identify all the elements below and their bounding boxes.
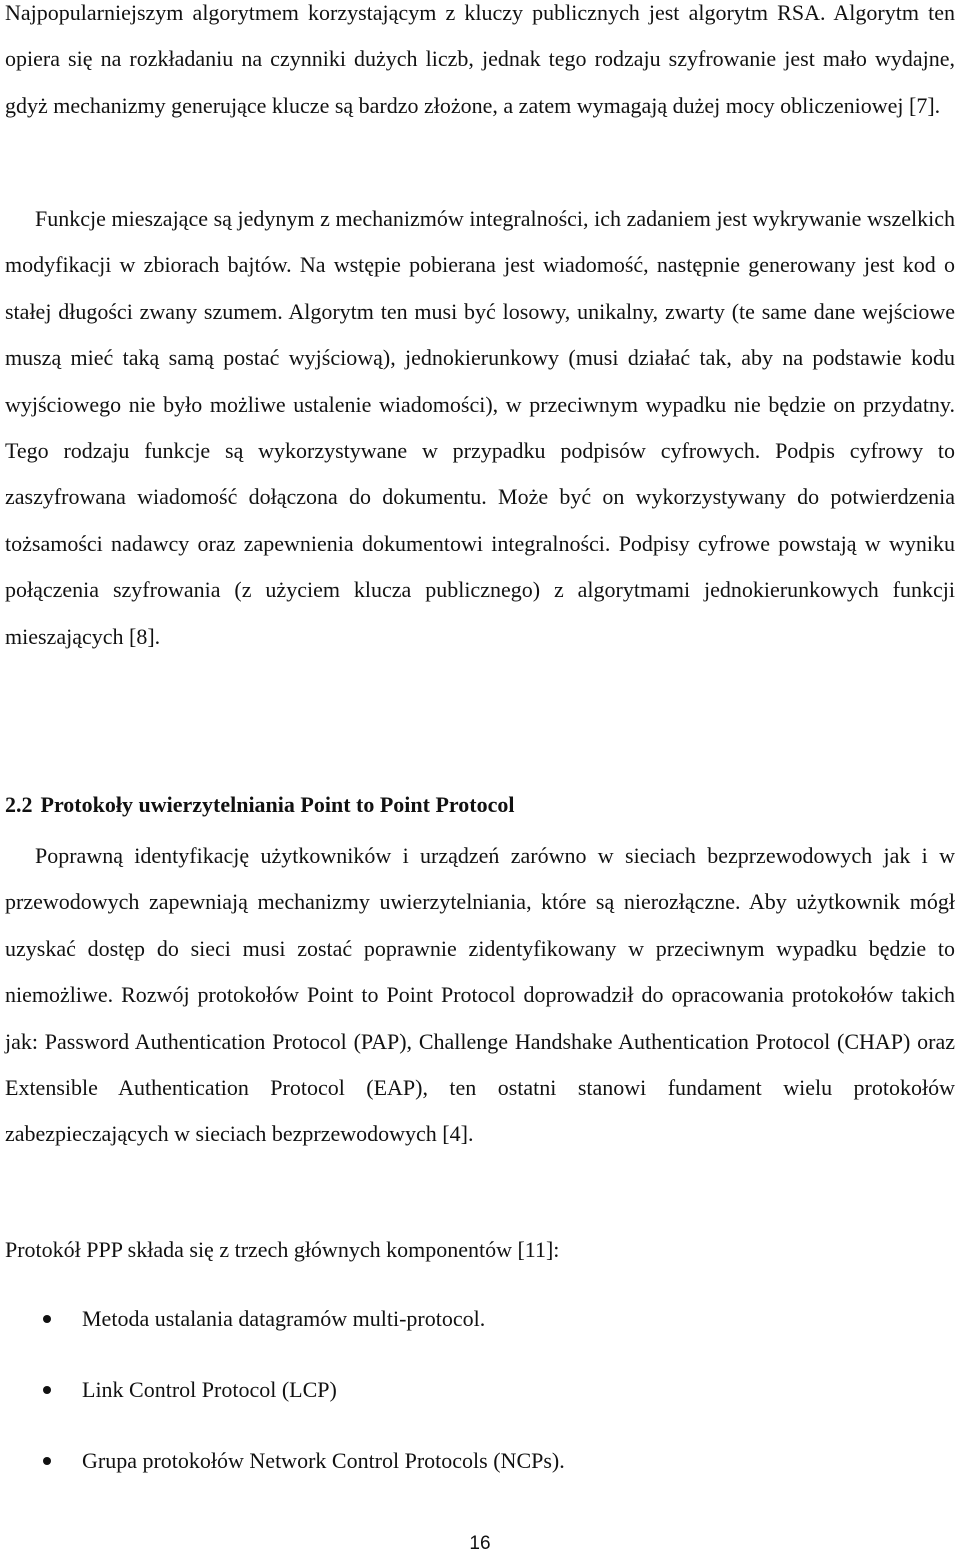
section-heading [5,782,955,828]
list-item [5,1367,955,1438]
list-item-text: Metoda ustalania datagramów multi-protocol. [82,1306,486,1331]
list-item [5,1296,955,1367]
list-item-text: Link Control Protocol (LCP) [82,1377,337,1402]
section-number: 2.2 [5,792,33,817]
section-title: Protokoły uwierzytelniania Point to Point Protocol [40,792,515,817]
paragraph-hash-functions: Funkcje mieszające są jedynym z mechanizmów integralności, ich zadaniem jest wykrywanie wszelkich modyfikacji w zbiorach bajtów. Na wstępie pobierana jest wiadomość, następnie generowany jest kod o stałej długości zwany szumem. Algorytm ten musi być losowy, unikalny, zwarty (te same dane wejściowe muszą mieć taką samą postać wyjściową), jednokierunkowy (musi działać tak, aby na podstawie kodu wyjściowego nie było możliwe ustalenie wiadomości), w przeciwnym wypadku nie będzie on przydatny. Tego rodzaju funkcje są wykorzystywane w przypadku podpisów cyfrowych. Podpis cyfrowy to zaszyfrowana wiadomość dołączona do dokumentu. Może być on wykorzystywany do potwierdzenia tożsamości nadawcy oraz zapewnienia dokumentowi integralności. Podpisy cyfrowe powstają w wyniku połączenia szyfrowania (z użyciem klucza publicznego) z algorytmami jednokierunkowych funkcji mieszających [8]. [5,206,955,649]
list-item [5,1438,955,1509]
page-number: 16 [469,1533,491,1554]
bullet-icon [43,1386,51,1394]
component-list [5,1296,955,1509]
bullet-icon [43,1315,51,1323]
bullet-icon [43,1457,51,1465]
paragraph-ppp-components: Protokół PPP składa się z trzech głównych komponentów [11]: [5,1237,560,1262]
paragraph-authentication: Poprawną identyfikację użytkowników i urządzeń zarówno w sieciach bezprzewodowych jak i w przewodowych zapewniają mechanizmy uwierzytelniania, które są nierozłączne. Aby użytkownik mógł uzyskać dostęp do sieci musi zostać poprawnie zidentyfikowany w przeciwnym wypadku będzie to niemożliwe. Rozwój protokołów Point to Point Protocol doprowadził do opracowania protokołów takich jak: Password Authentication Protocol (PAP), Challenge Handshake Authentication Protocol (CHAP) oraz Extensible Authentication Protocol (EAP), ten ostatni stanowi fundament wielu protokołów zabezpieczających w sieciach bezprzewodowych [4]. [5,843,955,1147]
paragraph-rsa: Najpopularniejszym algorytmem korzystającym z kluczy publicznych jest algorytm RSA. Algorytm ten opiera się na rozkładaniu na czynniki dużych liczb, jednak tego rodzaju szyfrowanie jest mało wydajne, gdyż mechanizmy generujące klucze są bardzo złożone, a zatem wymagają dużej mocy obliczeniowej [7]. [5,0,955,118]
list-item-text: Grupa protokołów Network Control Protocols (NCPs). [82,1448,565,1473]
